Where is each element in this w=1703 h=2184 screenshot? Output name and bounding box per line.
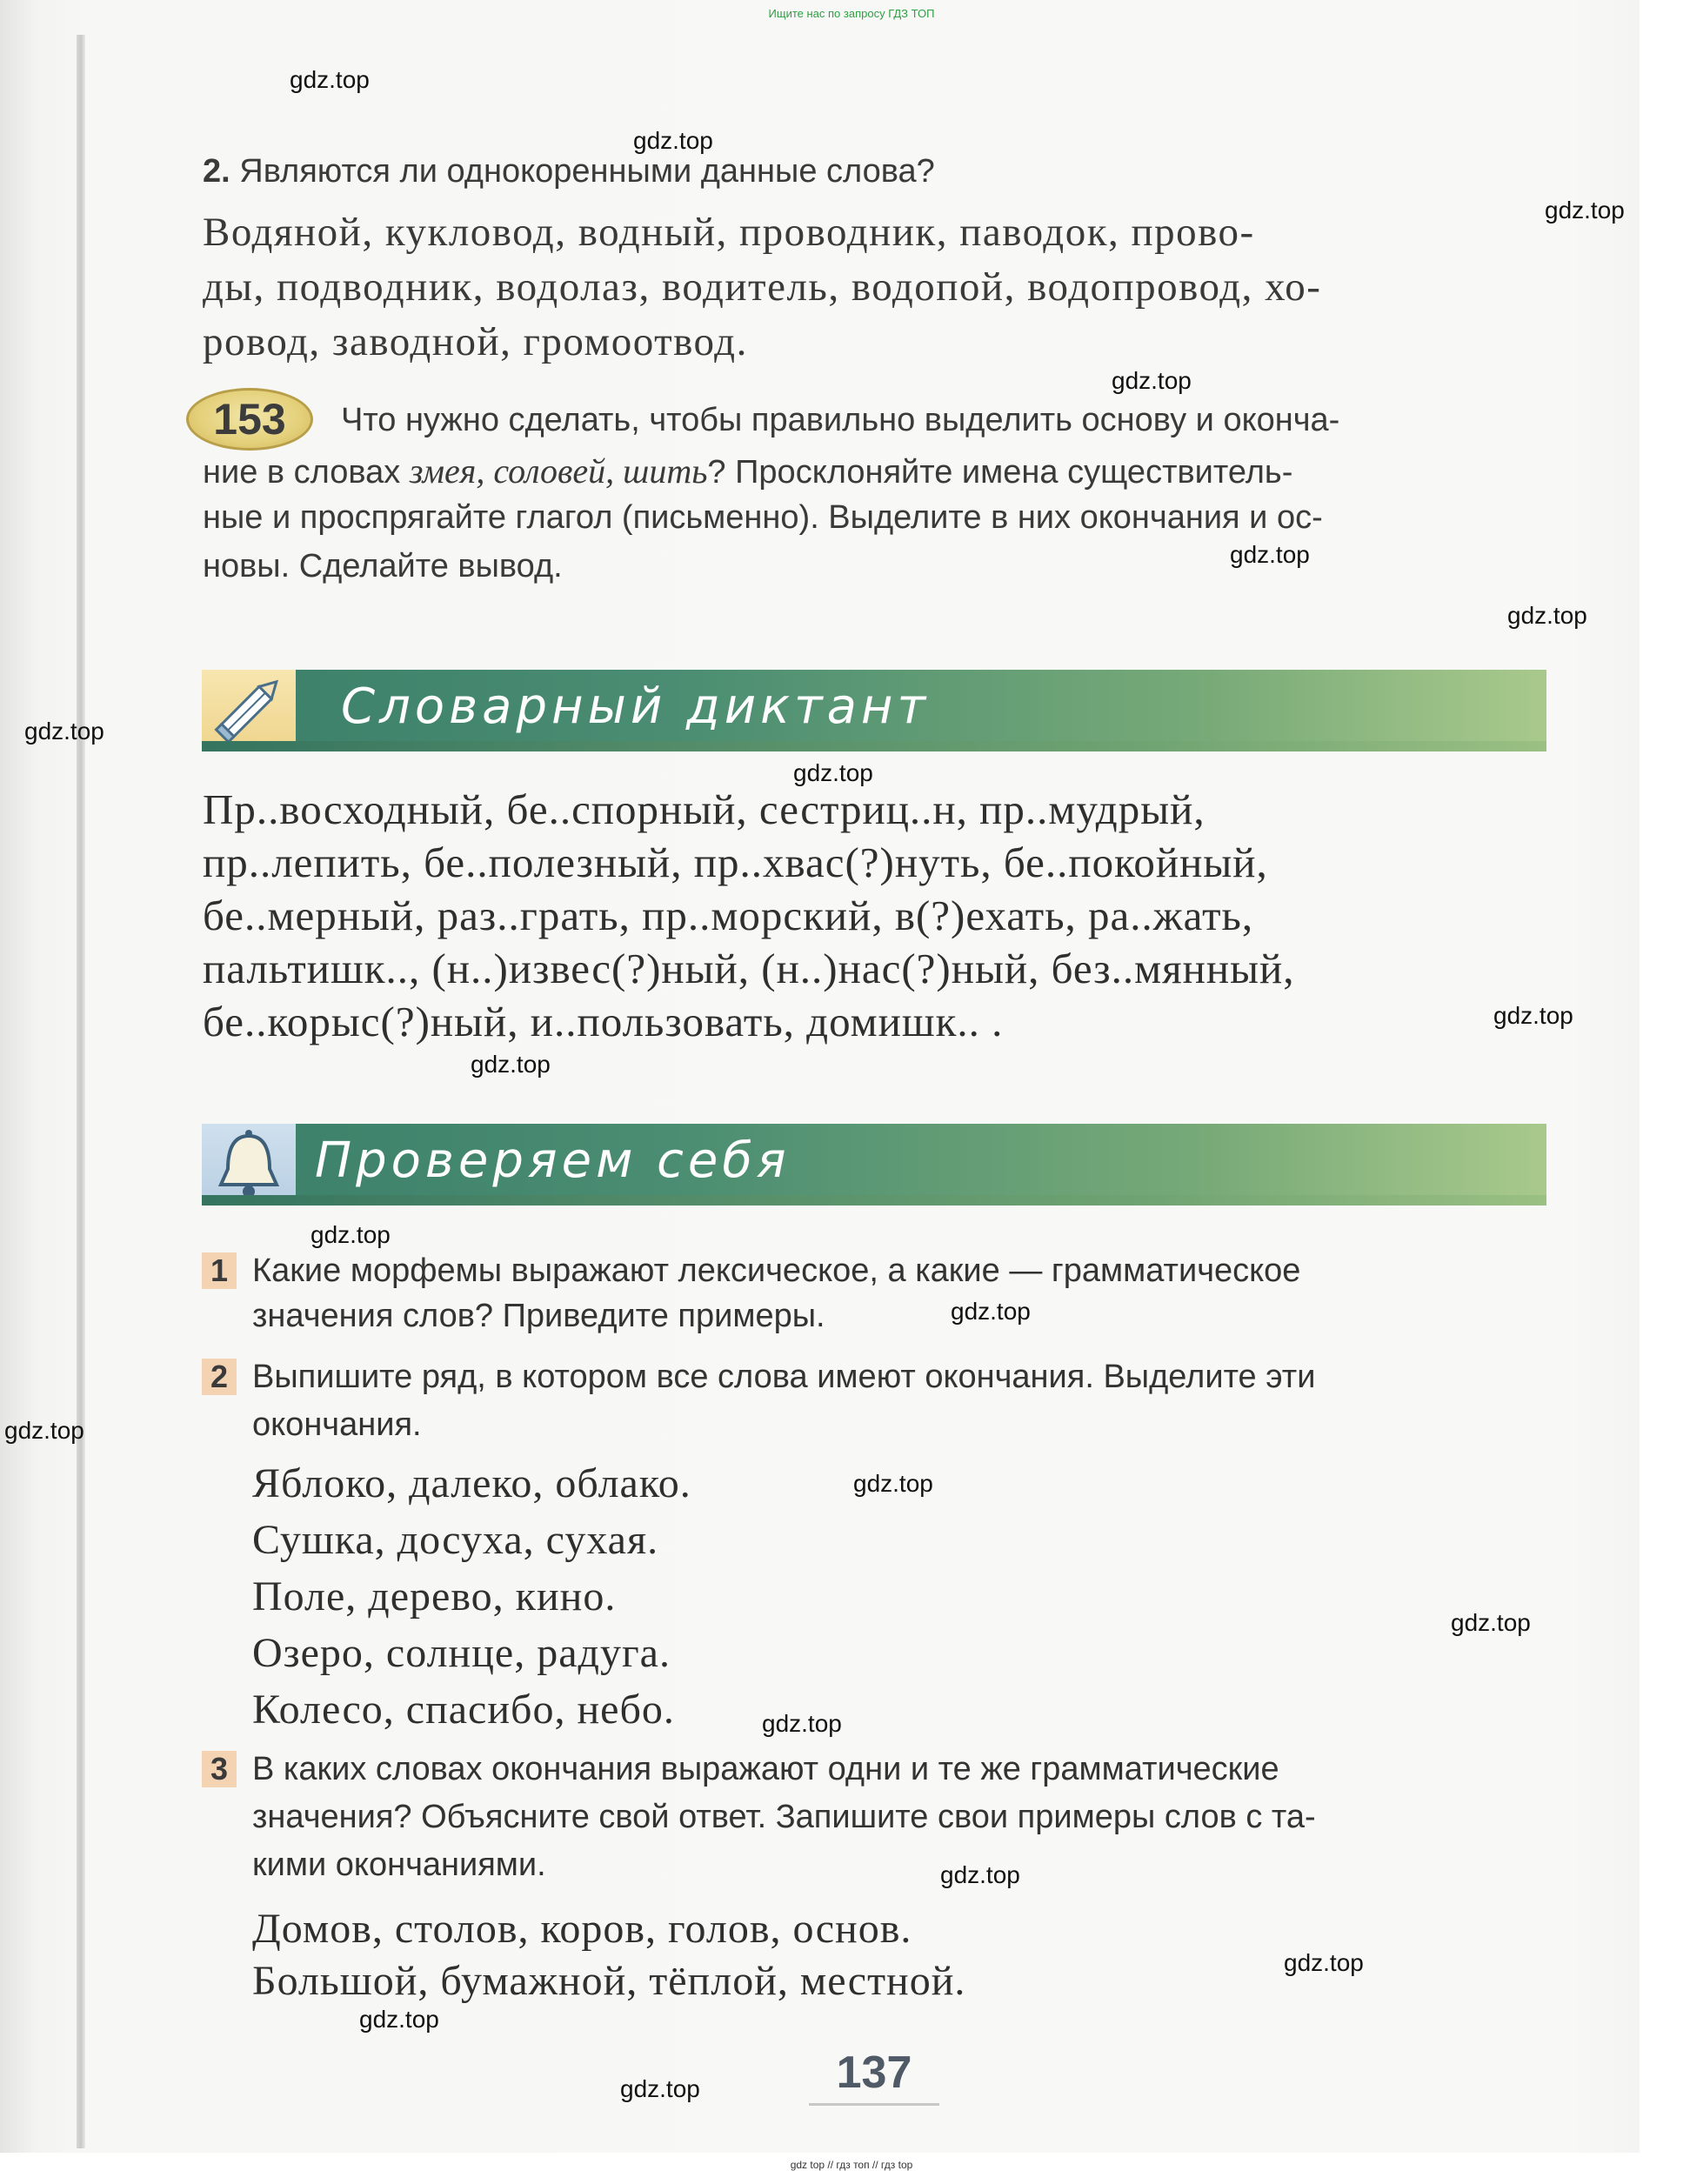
watermark: gdz.top (620, 2075, 700, 2102)
answer-line: Озеро, солнце, радуга. (252, 1630, 671, 1676)
question-number-box: 2 (202, 1359, 237, 1395)
exercise-text-part: ? Просклоняйте имена существитель- (707, 454, 1293, 491)
watermark: gdz.top (359, 2006, 439, 2033)
watermark: gdz.top (793, 759, 873, 786)
watermark: gdz.top (1545, 197, 1625, 224)
question-number-box: 3 (202, 1751, 237, 1787)
exercise-text-line: Что нужно сделать, чтобы правильно выделить основу и оконча- (341, 402, 1340, 438)
question-number-box: 1 (202, 1252, 237, 1289)
dictation-line: пальтишк.., (н..)извес(?)ный, (н..)нас(?)ный, без..мянный, (203, 945, 1295, 992)
exercise-text-line: ные и проспрягайте глагол (письменно). Выделите в них окончания и ос- (203, 499, 1323, 536)
watermark: gdz.top (24, 718, 104, 745)
exercise-text-line (203, 451, 1292, 491)
watermark: gdz.top (1284, 1949, 1364, 1976)
watermark: gdz.top (311, 1221, 391, 1248)
dictation-title: Словарный диктант (341, 678, 931, 735)
exercise-number-badge: 153 (186, 388, 313, 451)
watermark: gdz.top (762, 1710, 842, 1737)
book-spine (77, 35, 85, 2148)
watermark: gdz.top (853, 1470, 933, 1497)
dictation-line: Пр..восходный, бе..спорный, сестриц..н, пр..мудрый, (203, 785, 1205, 833)
answer-line: Домов, столов, коров, голов, основ. (252, 1906, 912, 1952)
question-text-line: значения слов? Приведите примеры. (252, 1298, 825, 1334)
banner-stripe (202, 1195, 1546, 1206)
question-text-line: В каких словах окончания выражают одни и те же грамматические (252, 1751, 1279, 1787)
answer-line: Большой, бумажной, тёплой, местной. (252, 1958, 966, 2004)
question-2-text: Являются ли однокоренными данные слова? (239, 153, 935, 190)
watermark: gdz.top (1451, 1609, 1531, 1636)
question-2-heading (203, 153, 935, 190)
answer-line: Колесо, спасибо, небо. (252, 1686, 675, 1733)
question-2-number: 2. (203, 153, 230, 190)
dictation-banner (202, 670, 1546, 751)
watermark: gdz.top (1507, 602, 1587, 629)
header-note[interactable]: Ищите нас по запросу ГДЗ ТОП (768, 7, 935, 20)
watermark: gdz.top (633, 127, 713, 154)
watermark: gdz.top (4, 1417, 84, 1444)
question-text-line: кими окончаниями. (252, 1847, 546, 1883)
dictation-line: бе..мерный, раз..грать, пр..морский, в(?)ехать, ра..жать, (203, 892, 1254, 939)
exercise-text-part: ние в словах (203, 454, 410, 491)
word-line: ды, подводник, водолаз, водитель, водопой, водопровод, хо- (203, 264, 1322, 310)
answer-line: Поле, дерево, кино. (252, 1573, 617, 1620)
dictation-line: пр..лепить, бе..полезный, пр..хвас(?)нуть, бе..покойный, (203, 838, 1268, 886)
bell-icon (202, 1124, 296, 1206)
footer-note[interactable]: gdz top // гдз топ // гдз top (790, 2159, 913, 2171)
watermark: gdz.top (951, 1298, 1031, 1325)
self-check-title: Проверяем себя (315, 1132, 791, 1189)
exercise-italic-words: змея, соловей, шить (409, 451, 708, 491)
question-text-line: Выпишите ряд, в котором все слова имеют окончания. Выделите эти (252, 1359, 1316, 1395)
banner-stripe (202, 741, 1546, 751)
question-text-line: Какие морфемы выражают лексическое, а какие — грамматическое (252, 1252, 1301, 1289)
word-line: Водяной, кукловод, водный, проводник, паводок, прово- (203, 210, 1255, 255)
question-text-line: окончания. (252, 1406, 422, 1443)
answer-line: Яблоко, далеко, облако. (252, 1460, 691, 1506)
answer-line: Сушка, досуха, сухая. (252, 1517, 659, 1563)
watermark: gdz.top (940, 1861, 1020, 1888)
exercise-text-line: новы. Сделайте вывод. (203, 548, 563, 584)
question-text-line: значения? Объясните свой ответ. Запишите свои примеры слов с та- (252, 1799, 1316, 1835)
watermark: gdz.top (471, 1051, 551, 1078)
dictation-line: бе..корыс(?)ный, и..пользовать, домишк.. . (203, 998, 1004, 1045)
pencil-icon (202, 670, 296, 751)
watermark: gdz.top (1493, 1002, 1573, 1029)
page-number: 137 (836, 2047, 912, 2098)
watermark: gdz.top (290, 66, 370, 93)
watermark: gdz.top (1112, 367, 1192, 394)
self-check-banner (202, 1124, 1546, 1206)
page-number-underline (809, 2103, 939, 2106)
watermark: gdz.top (1230, 541, 1310, 568)
word-line: ровод, заводной, громоотвод. (203, 319, 748, 364)
